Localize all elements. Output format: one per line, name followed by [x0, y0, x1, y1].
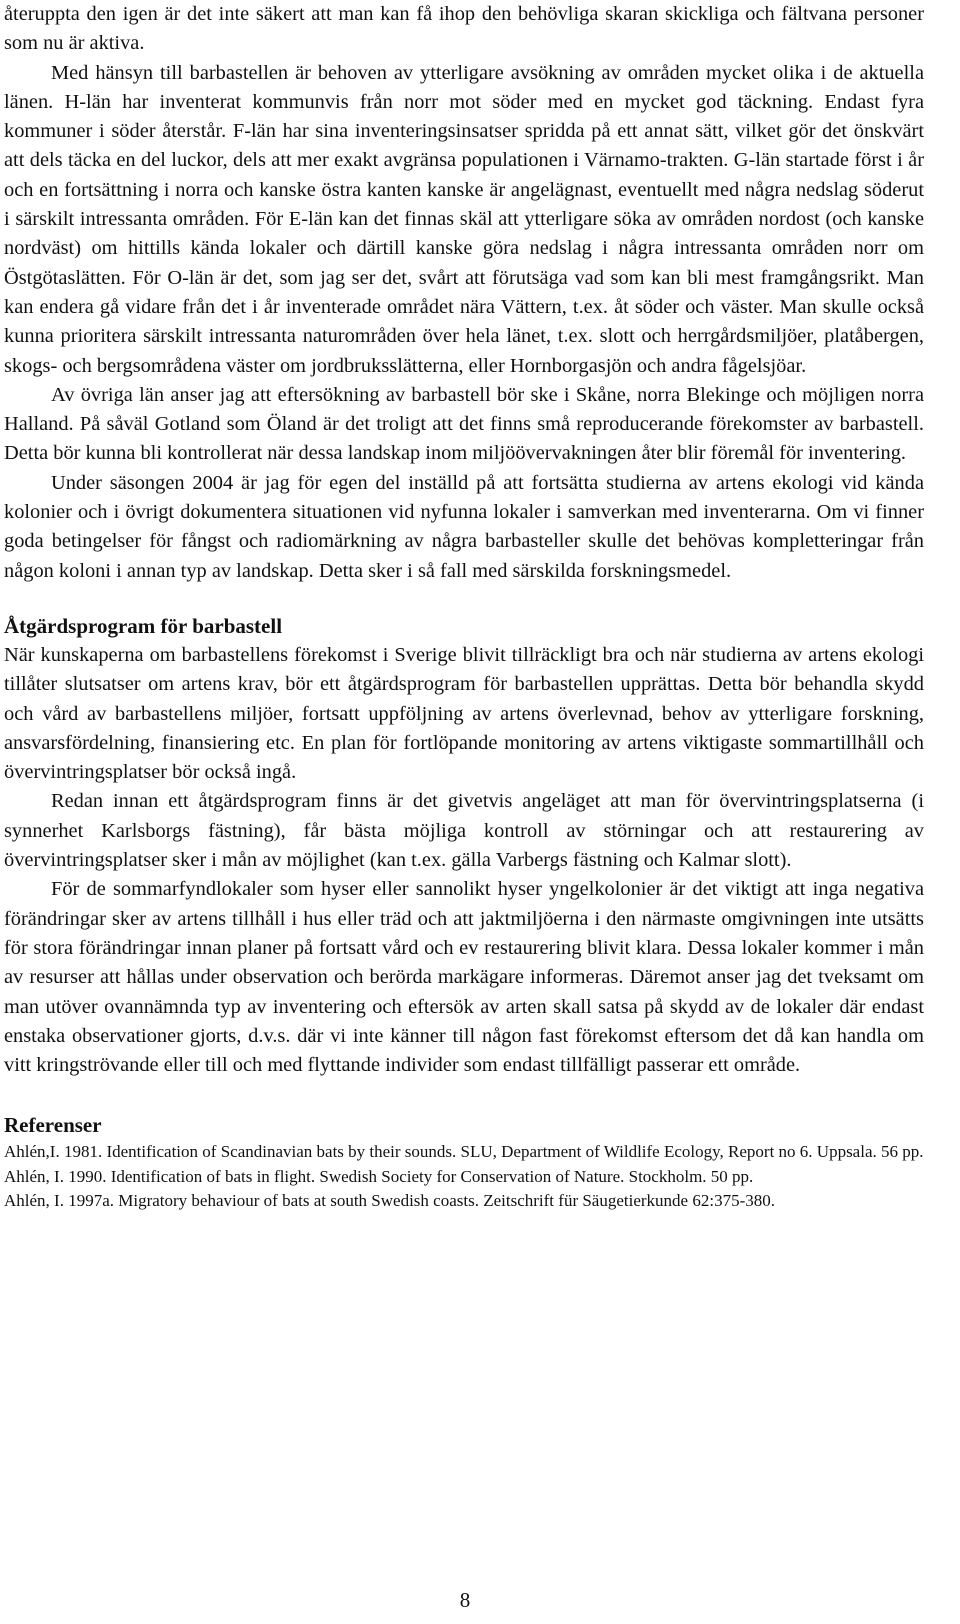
body-paragraph: Under säsongen 2004 är jag för egen del inställd på att fortsätta studierna av artens ekologi vid kända kolonier och i övrigt dokumentera situationen vid nyfunna lokaler i samverkan med inventerarna. Om vi finner goda betingelser för fångst och radiomärkning av några barbasteller skulle det behövas kompletteringar från någon koloni i annan typ av landskap. Detta sker i så fall med särskilda forskningsmedel. [4, 471, 924, 582]
reference-item: Ahlén, I. 1997a. Migratory behaviour of bats at south Swedish coasts. Zeitschrift für Säugetierkunde 62:375-380. [4, 1191, 775, 1211]
page-number: 8 [459, 1588, 471, 1612]
document-page [4, 0, 924, 1214]
section-paragraph: Redan innan ett åtgärdsprogram finns är det givetvis angeläget att man för övervintringsplatserna (i synnerhet Karlsborgs fästning), får bästa möjliga kontroll av störningar och att restaurering av övervintringsplatser sker i mån av möjlighet (kan t.ex. gälla Varbergs fästning och Kalmar slott). [4, 790, 924, 872]
reference-item: Ahlén,I. 1981. Identification of Scandinavian bats by their sounds. SLU, Department of Wildlife Ecology, Report no 6. Uppsala. 56 pp. [4, 1142, 924, 1162]
references-heading: Referenser [4, 1113, 102, 1138]
body-paragraph: Av övriga län anser jag att eftersökning av barbastell bör ske i Skåne, norra Blekinge och möjligen norra Halland. På såväl Gotland som Öland är det troligt att det finns små reproducerande förekomster av barbastell. Detta bör kunna bli kontrollerat när dessa landskap inom miljöövervakningen åter blir föremål för inventering. [4, 383, 924, 465]
body-paragraph: Med hänsyn till barbastellen är behoven av ytterligare avsökning av områden mycket olika i de aktuella länen. H-län har inventerat kommunvis från norr mot söder med en mycket god täckning. Endast fyra kommuner i söder återstår. F-län har sina inventeringsinsatser spridda på ett annat sätt, vilket gör det önskvärt att dels täcka en del luckor, dels att mer exakt avgränsa populationen i Värnamo-trakten. G-län startade först i år och en fortsättning i norra och kanske östra kanten kanske är angelägnast, eventuellt med några nedslag söderut i särskilt intressanta områden. För E-län kan det finnas skäl att ytterligare söka av områden nordost (och kanske nordväst) om hittills kända lokaler och därtill kanske göra nedslag i några intressanta områden norr om Östgötaslätten. För O-län är det, som jag ser det, svårt att förutsäga vad som kan bli mest framgångsrikt. Man kan endera gå vidare från det i år inventerade området nära Vättern, t.ex. åt söder och väster. Man skulle också kunna prioritera särskilt intressanta naturområden över hela länet, t.ex. slott och herrgårdsmiljöer, platåbergen, skogs- och bergsområdena väster om jordbruksslätterna, eller Hornborgasjön och andra fågelsjöar. [4, 61, 924, 377]
body-paragraph: återuppta den igen är det inte säkert att man kan få ihop den behövliga skaran skickliga och fältvana personer som nu är aktiva. [4, 3, 924, 55]
reference-item: Ahlén, I. 1990. Identification of bats in flight. Swedish Society for Conservation of Nature. Stockholm. 50 pp. [4, 1166, 754, 1186]
section-paragraph: För de sommarfyndlokaler som hyser eller sannolikt hyser yngelkolonier är det viktigt att inga negativa förändringar sker av artens tillhåll i hus eller träd och att jaktmiljöerna i den närmaste omgivningen inte utsätts för stora förändringar innan planer på fortsatt vård och ev restaurering blivit klara. Dessa lokaler kommer i mån av resurser att hållas under observation och berörda markägare informeras. Däremot anser jag det tveksamt om man utöver ovannämnda typ av inventering och eftersök av arten skall satsa på skydd av de lokaler där endast enstaka observationer gjorts, d.v.s. där vi inte känner till någon fast förekomst eftersom det då kan handla om vitt kringströvande eller till och med flyttande individer som endast tillfälligt passerar ett område. [4, 878, 924, 1077]
section-heading: Åtgärdsprogram för barbastell [4, 613, 283, 638]
section-paragraph: När kunskaperna om barbastellens förekomst i Sverige blivit tillräckligt bra och när studierna av artens ekologi tillåter slutsatser om artens krav, bör ett åtgärdsprogram för barbastellen upprättas. Detta bör behandla skydd och vård av barbastellens miljöer, fortsatt uppföljning av artens överlevnad, behov av ytterligare forskning, ansvarsfördelning, finansiering etc. En plan för fortlöpande monitoring av artens viktigaste sommartillhåll och övervintringsplatser bör också ingå. [4, 643, 924, 784]
